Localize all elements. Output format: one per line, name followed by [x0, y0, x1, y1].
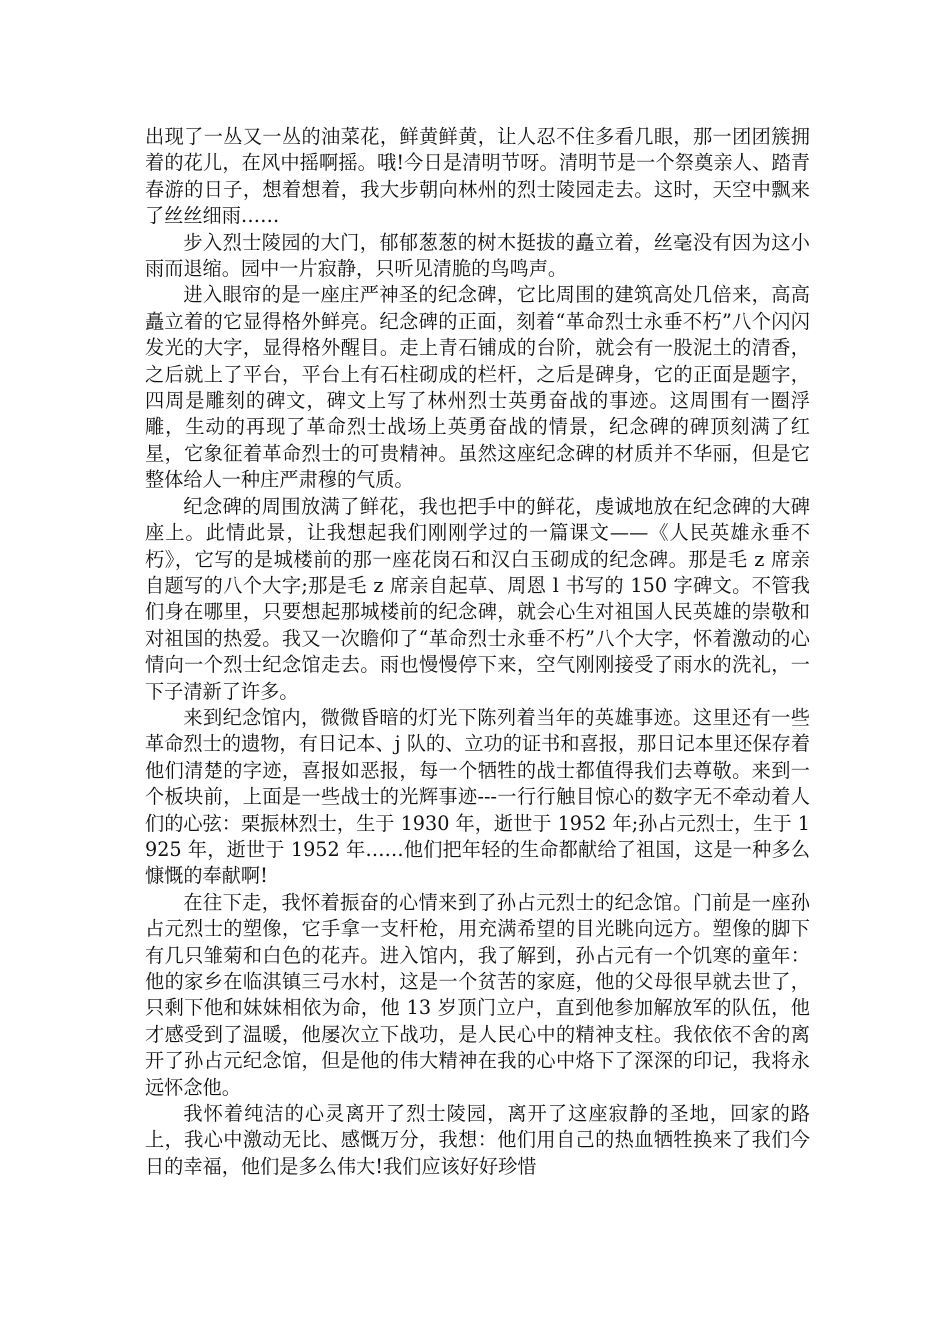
- paragraph-2: 步入烈士陵园的大门，郁郁葱葱的树木挺拔的矗立着，丝毫没有因为这小雨而退缩。园中一片寂静，只听见清脆的鸟鸣声。: [145, 230, 810, 281]
- document-body: [145, 124, 810, 1180]
- paragraph-3: 进入眼帘的是一座庄严神圣的纪念碑，它比周围的建筑高处几倍来，高高矗立着的它显得格外鲜亮。纪念碑的正面，刻着“革命烈士永垂不朽”八个闪闪发光的大字，显得格外醒目。走上青石铺成的台阶，就会有一股泥土的清香，之后就上了平台，平台上有石柱砌成的栏杆，之后是碑身，它的正面是题字，四周是雕刻的碑文，碑文上写了林州烈士英勇奋战的事迹。这周围有一圈浮雕，生动的再现了革命烈士战场上英勇奋战的情景，纪念碑的碑顶刻满了红星，它象征着革命烈士的可贵精神。虽然这座纪念碑的材质并不华丽，但是它整体给人一种庄严肃穆的气质。: [145, 283, 810, 492]
- paragraph-1: 出现了一丛又一丛的油菜花，鲜黄鲜黄，让人忍不住多看几眼，那一团团簇拥着的花儿，在风中摇啊摇。哦!今日是清明节呀。清明节是一个祭奠亲人、踏青春游的日子，想着想着，我大步朝向林州的烈士陵园走去。这时，天空中飘来了丝丝细雨……: [145, 125, 810, 228]
- paragraph-5: 来到纪念馆内，微微昏暗的灯光下陈列着当年的英雄事迹。这里还有一些革命烈士的遗物，有日记本、j 队的、立功的证书和喜报，那日记本里还保存着他们清楚的字迹，喜报如恶报，每一个牺牲的战士都值得我们去尊敬。来到一个板块前，上面是一些战士的光辉事迹---一行行触目惊心的数字无不牵动着人们的心弦：栗振林烈士，生于 1930 年，逝世于 1952 年;孙占元烈士，生于 1925 年，逝世于 1952 年……他们把年轻的生命都献给了祖国，这是一种多么慷慨的奉献啊!: [145, 705, 810, 888]
- paragraph-4: 纪念碑的周围放满了鲜花，我也把手中的鲜花，虔诚地放在纪念碑的大碑座上。此情此景，让我想起我们刚刚学过的一篇课文——《人民英雄永垂不朽》，它写的是城楼前的那一座花岗石和汉白玉砌成的纪念碑。那是毛 z 席亲自题写的八个大字;那是毛 z 席亲自起草、周恩 l 书写的 150 字碑文。不管我们身在哪里，只要想起那城楼前的纪念碑，就会心生对祖国人民英雄的崇敬和对祖国的热爱。我又一次瞻仰了“革命烈士永垂不朽”八个大字，怀着激动的心情向一个烈士纪念馆走去。雨也慢慢停下来，空气刚刚接受了雨水的洗礼，一下子清新了许多。: [145, 494, 810, 703]
- paragraph-6: 在往下走，我怀着振奋的心情来到了孙占元烈士的纪念馆。门前是一座孙占元烈士的塑像，它手拿一支杆枪，用充满希望的目光眺向远方。塑像的脚下有几只雏菊和白色的花卉。进入馆内，我了解到，孙占元有一个饥寒的童年：他的家乡在临淇镇三弓水村，这是一个贫苦的家庭，他的父母很早就去世了，只剩下他和妹妹相依为命，他 13 岁顶门立户，直到他参加解放军的队伍，他才感受到了温暖，他屡次立下战功，是人民心中的精神支柱。我依依不舍的离开了孙占元纪念馆，但是他的伟大精神在我的心中烙下了深深的印记，我将永远怀念他。: [145, 890, 810, 1099]
- paragraph-7: 我怀着纯洁的心灵离开了烈士陵园，离开了这座寂静的圣地，回家的路上，我心中激动无比、感慨万分，我想：他们用自己的热血牺牲换来了我们今日的幸福，他们是多么伟大!我们应该好好珍惜: [145, 1102, 810, 1178]
